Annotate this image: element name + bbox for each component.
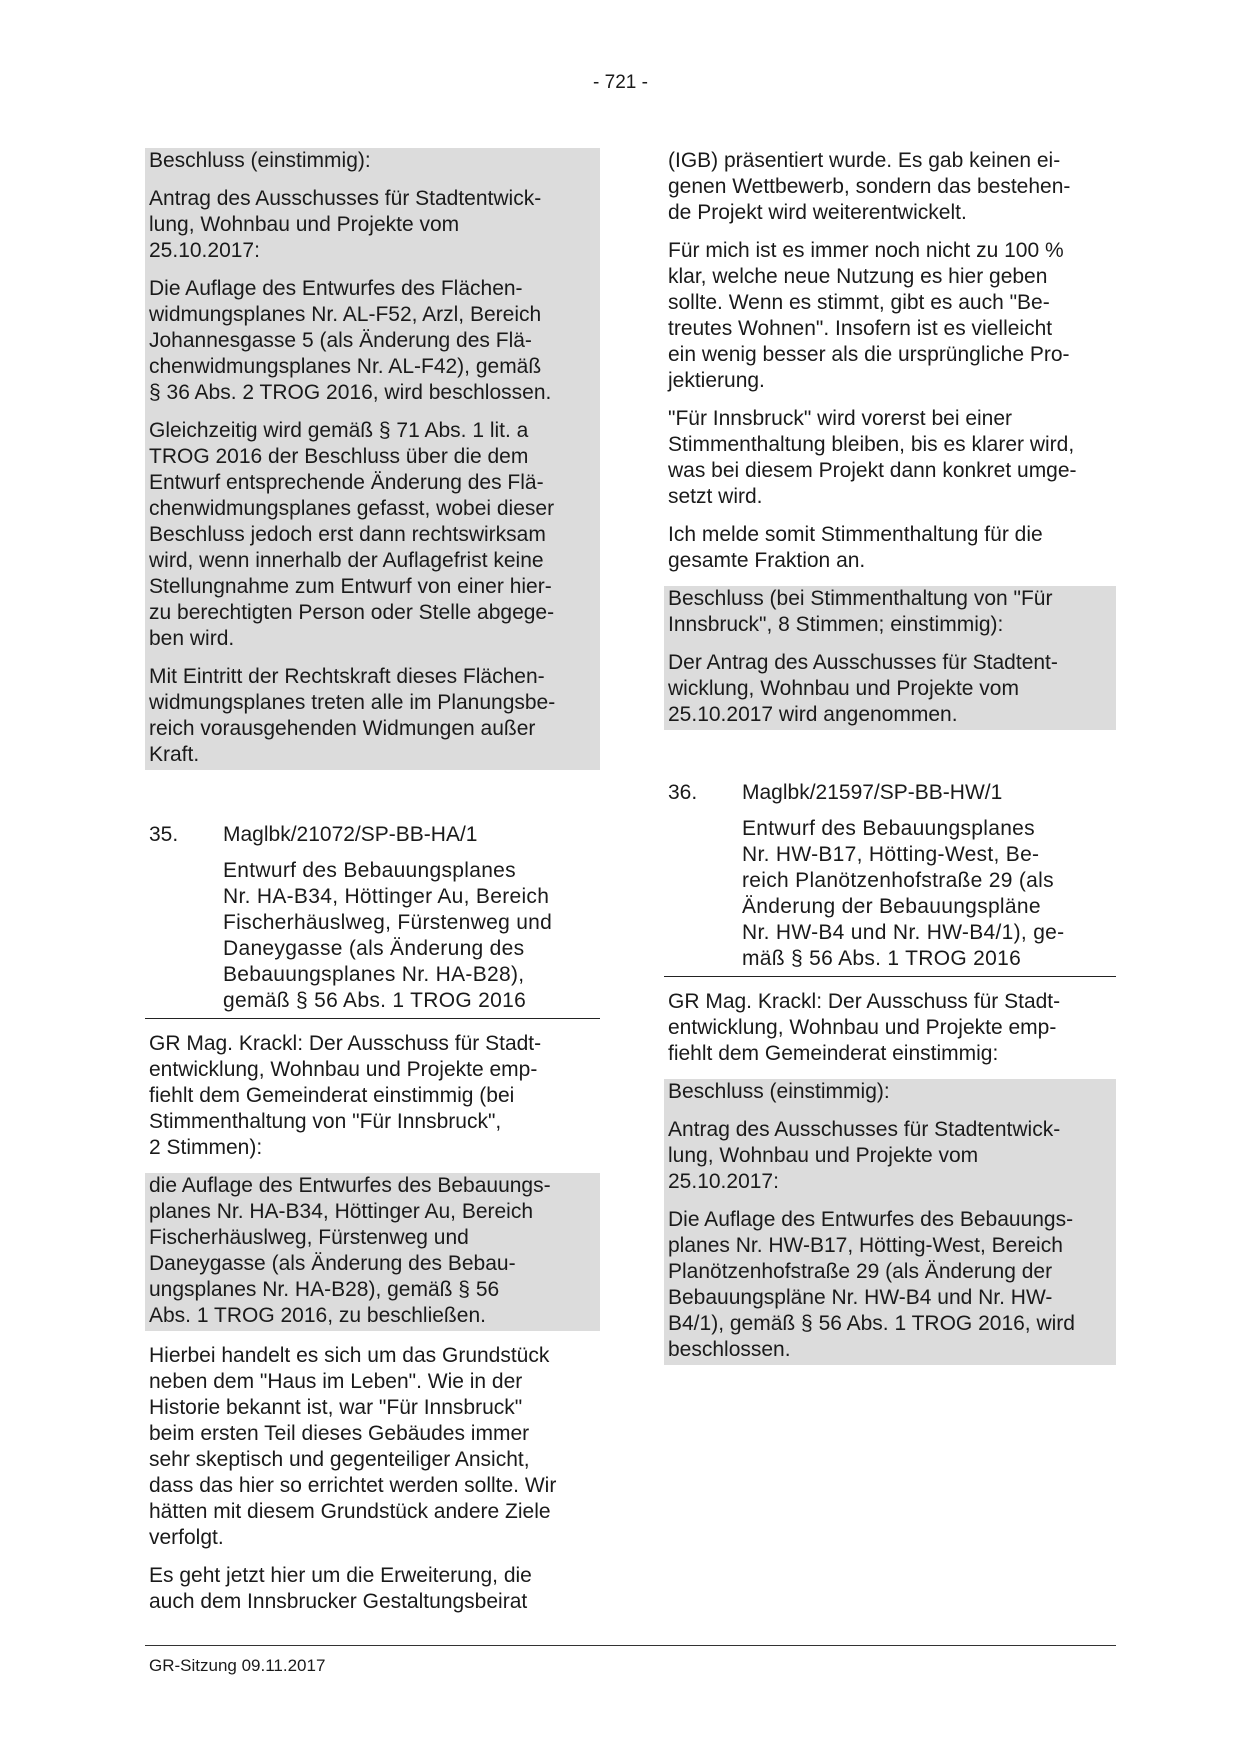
resolution-heading: Beschluss (bei Stimmenthaltung von "Für Innsbruck", 8 Stimmen; einstimmig): xyxy=(668,587,1053,636)
footer-divider xyxy=(145,1645,1116,1646)
speech-text: Für mich ist es immer noch nicht zu 100 % klar, welche neue Nutzung es hier geben sollte. Wenn es stimmt, gibt es auch "Be- treutes Wohnen". Insofern ist es vielleicht ein wenig besser als die ursprüngliche Pro- jektierung. xyxy=(668,239,1070,392)
speech-text: Hierbei handelt es sich um das Grundstück neben dem "Haus im Leben". Wie in der Historie bekannt ist, war "Für Innsbruck" beim ersten Teil dieses Gebäudes immer sehr skeptisch und gegenteiliger Ansicht, dass das hier so errichtet werden sollte. Wir hätten mit diesem Grundstück andere Ziele verfolgt. xyxy=(149,1344,557,1549)
resolution-block-35 xyxy=(664,586,1116,730)
agenda-item-35 xyxy=(145,822,600,1019)
agenda-item-36 xyxy=(664,780,1116,977)
speech-text: "Für Innsbruck" wird vorerst bei einer Stimmenthaltung bleiben, bis es klarer wird, was bei diesem Projekt dann konkret umge- setzt wird. xyxy=(668,407,1077,508)
right-column xyxy=(664,148,1116,1365)
resolution-block-36 xyxy=(664,1079,1116,1365)
agenda-number: 35. xyxy=(149,823,179,846)
resolution-text: Die Auflage des Entwurfes des Flächen- widmungsplanes Nr. AL-F52, Arzl, Bereich Johannesgasse 5 (als Änderung des Flä- chenwidmungsplanes Nr. AL-F42), gemäß § 36 Abs. 2 TROG 2016, wird beschlossen. xyxy=(149,277,552,404)
divider xyxy=(664,976,1116,977)
motion-text: Antrag des Ausschusses für Stadtentwick- lung, Wohnbau und Projekte vom 25.10.2017: xyxy=(668,1118,1061,1193)
resolution-heading: Beschluss (einstimmig): xyxy=(668,1080,890,1103)
speech-text: GR Mag. Krackl: Der Ausschuss für Stadt- entwicklung, Wohnbau und Projekte emp- fiehlt dem Gemeinderat einstimmig (bei Stimmenthaltung von "Für Innsbruck", 2 Stimmen): xyxy=(149,1032,542,1159)
resolution-text: Gleichzeitig wird gemäß § 71 Abs. 1 lit. a TROG 2016 der Beschluss über die dem Entwurf entsprechende Änderung des Flä- chenwidmungsplanes gefasst, wobei dieser Beschluss jedoch erst dann rechtswirksam wird, wenn innerhalb der Auflagefrist keine Stellungnahme zum Entwurf von einer hier- zu berechtigten Person oder Stelle abgege- ben wird. xyxy=(149,419,555,650)
speech-text: GR Mag. Krackl: Der Ausschuss für Stadt- entwicklung, Wohnbau und Projekte emp- fiehlt dem Gemeinderat einstimmig: xyxy=(668,990,1061,1065)
agenda-title: Entwurf des Bebauungsplanes Nr. HW-B17, Hötting-West, Be- reich Planötzenhofstraße 29 (als Änderung der Bebauungspläne Nr. HW-B4 und Nr. HW-B4/1), ge- mäß § 56 Abs. 1 TROG 2016 xyxy=(742,817,1065,970)
motion-text: Antrag des Ausschusses für Stadtentwick- lung, Wohnbau und Projekte vom 25.10.2017: xyxy=(149,187,542,262)
agenda-number: 36. xyxy=(668,781,698,804)
agenda-reference: Maglbk/21072/SP-BB-HA/1 xyxy=(223,823,478,846)
resolution-text: Die Auflage des Entwurfes des Bebauungs- planes Nr. HW-B17, Hötting-West, Bereich Planötzenhofstraße 29 (als Änderung der Bebauungspläne Nr. HW-B4 und Nr. HW- B4/1), gemäß § 56 Abs. 1 TROG 2016, wird beschlossen. xyxy=(668,1208,1075,1361)
speech-krackl-35 xyxy=(145,1031,600,1161)
agenda-reference: Maglbk/21597/SP-BB-HW/1 xyxy=(742,781,1003,804)
speech-krackl-36 xyxy=(664,989,1116,1067)
recommendation-text: die Auflage des Entwurfes des Bebauungs- planes Nr. HA-B34, Höttinger Au, Bereich Fischerhäuslweg, Fürstenweg und Daneygasse (als Änderung des Bebau- ungsplanes Nr. HA-B28), gemäß § 56 Abs. 1 TROG 2016, zu beschließen. xyxy=(149,1174,551,1327)
resolution-block-34 xyxy=(145,148,600,770)
recommendation-block-35 xyxy=(145,1173,600,1331)
resolution-heading: Beschluss (einstimmig): xyxy=(149,149,371,172)
left-column xyxy=(145,148,600,1615)
agenda-title: Entwurf des Bebauungsplanes Nr. HA-B34, Höttinger Au, Bereich Fischerhäuslweg, Fürstenweg und Daneygasse (als Änderung des Bebauungsplanes Nr. HA-B28), gemäß § 56 Abs. 1 TROG 2016 xyxy=(223,859,553,1012)
speech-text: Es geht jetzt hier um die Erweiterung, die auch dem Innsbrucker Gestaltungsbeirat xyxy=(149,1564,532,1613)
page-number: - 721 - xyxy=(593,72,648,93)
speech-continued-right xyxy=(664,148,1116,574)
resolution-text: Der Antrag des Ausschusses für Stadtent- wicklung, Wohnbau und Projekte vom 25.10.2017 wird angenommen. xyxy=(668,651,1058,726)
footer-session-date: GR-Sitzung 09.11.2017 xyxy=(149,1656,326,1675)
speech-continued xyxy=(145,1343,600,1615)
resolution-text: Mit Eintritt der Rechtskraft dieses Flächen- widmungsplanes treten alle im Planungsbe- reich vorausgehenden Widmungen außer Kraft. xyxy=(149,665,556,766)
speech-text: Ich melde somit Stimmenthaltung für die gesamte Fraktion an. xyxy=(668,523,1043,572)
speech-text: (IGB) präsentiert wurde. Es gab keinen ei- genen Wettbewerb, sondern das bestehen- de Projekt wird weiterentwickelt. xyxy=(668,149,1071,224)
divider xyxy=(145,1018,600,1019)
